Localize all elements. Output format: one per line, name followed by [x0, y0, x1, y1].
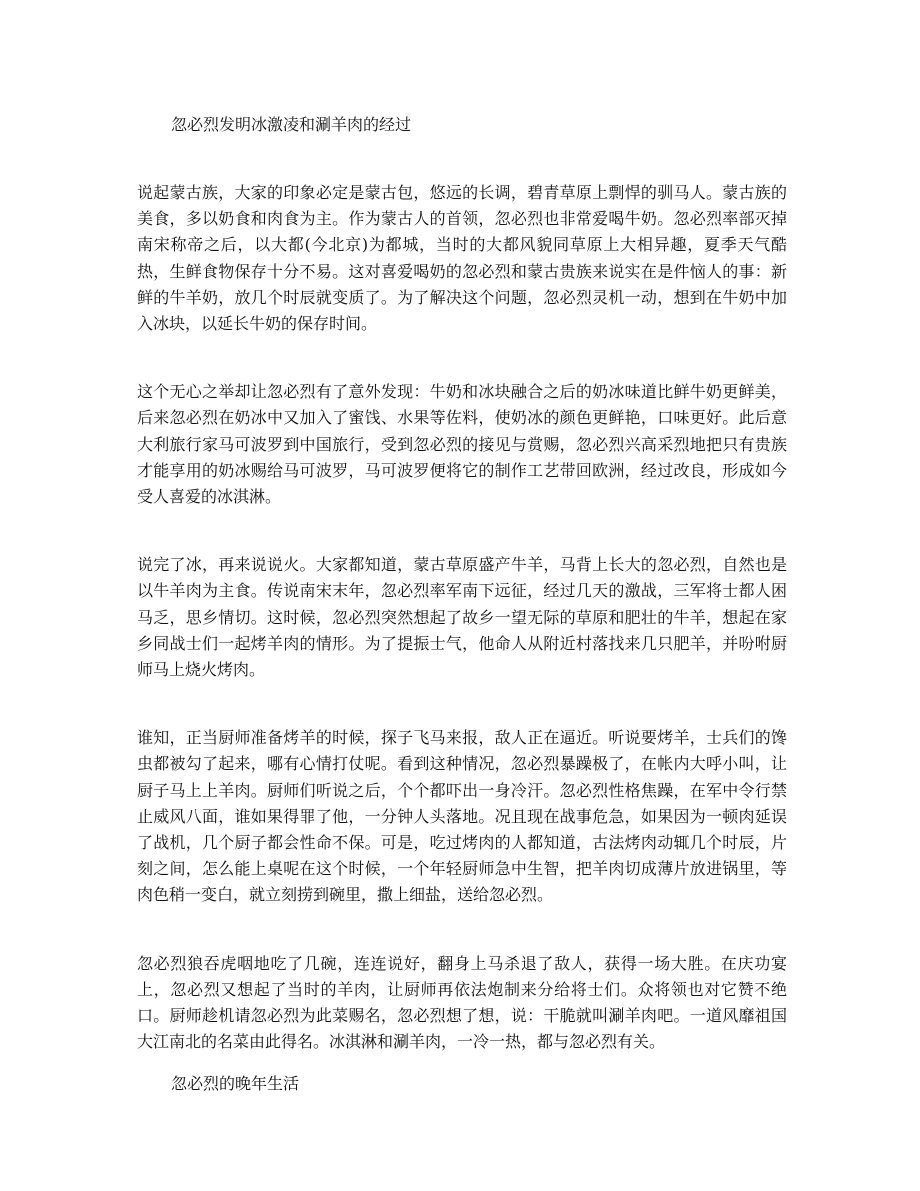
paragraph-1: 说起蒙古族，大家的印象必定是蒙古包，悠远的长调，碧青草原上剽悍的驯马人。蒙古族的美食，多以奶食和肉食为主。作为蒙古人的首领，忽必烈也非常爱喝牛奶。忽必烈率部灭掉南宋称帝之后，以大都(今北京)为都城，当时的大都风貌同草原上大相异趣，夏季天气酷热，生鲜食物保存十分不易。这对喜爱喝奶的忽必烈和蒙古贵族来说实在是件恼人的事：新鲜的牛羊奶，放几个时辰就变质了。为了解决这个问题，忽必烈灵机一动，想到在牛奶中加入冰块，以延长牛奶的保存时间。	[137, 183, 787, 334]
section-heading-later-life: 忽必烈的晚年生活	[171, 1074, 300, 1094]
section-heading-ice-cream: 忽必烈发明冰激凌和涮羊肉的经过	[171, 115, 412, 134]
paragraph-2: 这个无心之举却让忽必烈有了意外发现：牛奶和冰块融合之后的奶冰味道比鲜牛奶更鲜美，后来忽必烈在奶冰中又加入了蜜饯、水果等佐料，使奶冰的颜色更鲜艳，口味更好。此后意大利旅行家马可波罗到中国旅行，受到忽必烈的接见与赏赐，忽必烈兴高采烈地把只有贵族才能享用的奶冰赐给马可波罗，马可波罗便将它的制作工艺带回欧洲，经过改良，形成如今受人喜爱的冰淇淋。	[137, 382, 787, 507]
paragraph-3: 说完了冰，再来说说火。大家都知道，蒙古草原盛产牛羊，马背上长大的忽必烈，自然也是以牛羊肉为主食。传说南宋末年，忽必烈率军南下远征，经过几天的激战，三军将士都人困马乏，思乡情切。这时候，忽必烈突然想起了故乡一望无际的草原和肥壮的牛羊，想起在家乡同战士们一起烤羊肉的情形。为了提振士气，他命人从附近村落找来几只肥羊，并吩咐厨师马上烧火烤肉。	[137, 555, 787, 680]
paragraph-5: 忽必烈狼吞虎咽地吃了几碗，连连说好，翻身上马杀退了敌人，获得一场大胜。在庆功宴上，忽必烈又想起了当时的羊肉，让厨师再依法炮制来分给将士们。众将领也对它赞不绝口。厨师趁机请忽必烈为此菜赐名，忽必烈想了想，说：干脆就叫涮羊肉吧。一道风靡祖国大江南北的名菜由此得名。冰淇淋和涮羊肉，一冷一热，都与忽必烈有关。	[137, 953, 787, 1052]
paragraph-4: 谁知，正当厨师准备烤羊的时候，探子飞马来报，敌人正在逼近。听说要烤羊，士兵们的馋虫都被勾了起来，哪有心情打仗呢。看到这种情况，忽必烈暴躁极了，在帐内大呼小叫，让厨子马上上羊肉。厨师们听说之后，个个都吓出一身冷汗。忽必烈性格焦躁，在军中令行禁止威风八面，谁如果得罪了他，一分钟人头落地。况且现在战事危急，如果因为一顿肉延误了战机，几个厨子都会性命不保。可是，吃过烤肉的人都知道，古法烤肉动辄几个时辰，片刻之间，怎么能上桌呢在这个时候，一个年轻厨师急中生智，把羊肉切成薄片放进锅里，等肉色稍一变白，就立刻捞到碗里，撒上细盐，送给忽必烈。	[137, 728, 787, 905]
document-body	[137, 112, 787, 1097]
